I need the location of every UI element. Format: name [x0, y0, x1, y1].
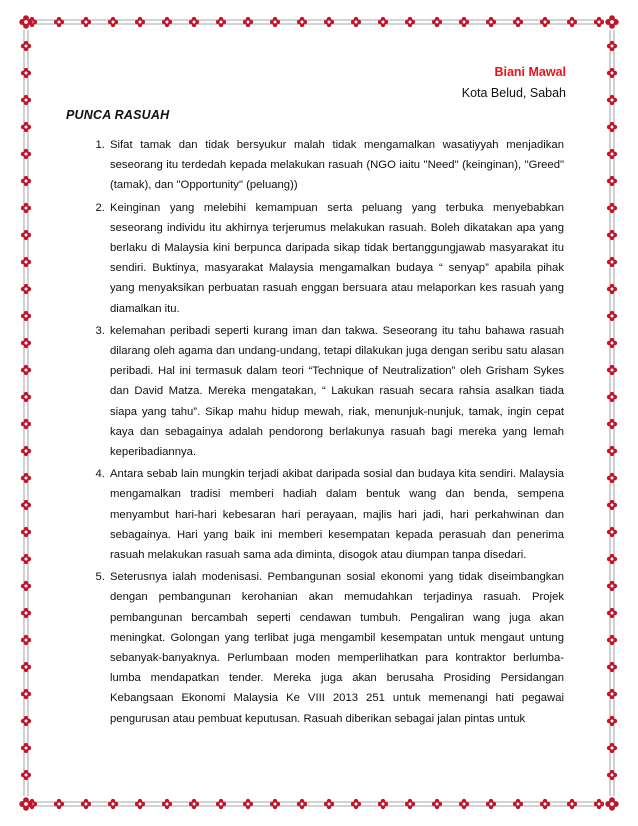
author-name: Biani Mawal	[494, 65, 566, 79]
list-item: 5. Seterusnya ialah modenisasi. Pembangunan sosial ekonomi yang tidak diseimbangkan dengan pembangunan kerohanian akan memudahkan terjadinya rasuah. Projek pembangunan bercambah seperti cendawan tumbuh. Pengaliran wang juga akan meningkat. Golongan yang terlibat juga mengambil kesempatan untuk mengaut untung sebanyak-banyaknya. Perlumbaan moden memperlihatkan para kontraktor berlumba-lumba mendapatkan tender. Mereka juga akan berusaha Prosiding Persidangan Kebangsaan Ekonomi Malaysia Ke VIII 2013 251 untuk memenangi hati pegawai pengurusan atau pembuat keputusan. Rasuah diberikan sebagai jalan pintas untuk	[108, 567, 564, 729]
list-item: 2. Keinginan yang melebihi kemampuan serta peluang yang terbuka menyebabkan seseorang individu itu akhirnya terjerumus melakukan rasuah. Boleh dikatakan apa yang berlaku di Malaysia kini berpunca daripada sikap tidak bertanggungjawab masyarakat itu sendiri. Buktinya, masyarakat Malaysia mengamalkan budaya “ senyap” apabila pihak yang menyaksikan perbuatan rasuah enggan bersuara atau melaporkan kes rasuah yang diamalkan itu.	[108, 198, 564, 319]
list-item: 1. Sifat tamak dan tidak bersyukur malah tidak mengamalkan wasatiyyah menjadikan seseorang itu terdedah kepada melakukan rasuah (NGO iaitu "Need" (keinginan), "Greed" (tamak), dan "Opportunity" (peluang))	[108, 135, 564, 196]
document-header	[462, 62, 566, 104]
cause-list	[66, 135, 564, 731]
author-location: Kota Belud, Sabah	[461, 86, 566, 100]
list-item: 4. Antara sebab lain mungkin terjadi akibat daripada sosial dan budaya kita sendiri. Malaysia mengamalkan tradisi memberi hadiah dalam bentuk wang dan benda, sempena menyambut hari-hari kebesaran hari perayaan, majlis hari jadi, hari perkahwinan dan sebagainya. Hari yang baik ini memberi kesempatan kepada perasuah dan penerima rasuah melakukan rasuah sama ada diminta, disogok atau diumpan tanpa disedari.	[108, 464, 564, 565]
section-title: PUNCA RASUAH	[66, 108, 170, 122]
list-item: 3. kelemahan peribadi seperti kurang iman dan takwa. Seseorang itu tahu bahawa rasuah dilarang oleh agama dan undang-undang, tetapi dilakukan juga dengan seribu satu alasan peribadi. Hal ini termasuk dalam teori “Technique of Neutralization” oleh Grisham Sykes dan David Matza. Mereka mengatakan, “ Lakukan rasuah secara rahsia asalkan tiada siapa yang tahu”. Sikap mahu hidup mewah, riak, menunjuk-nunjuk, tamak, ingin cepat kaya dan sebagainya adalah pendorong berlakunya rasuah bagi mereka yang lemah keperibadiannya.	[108, 321, 564, 462]
